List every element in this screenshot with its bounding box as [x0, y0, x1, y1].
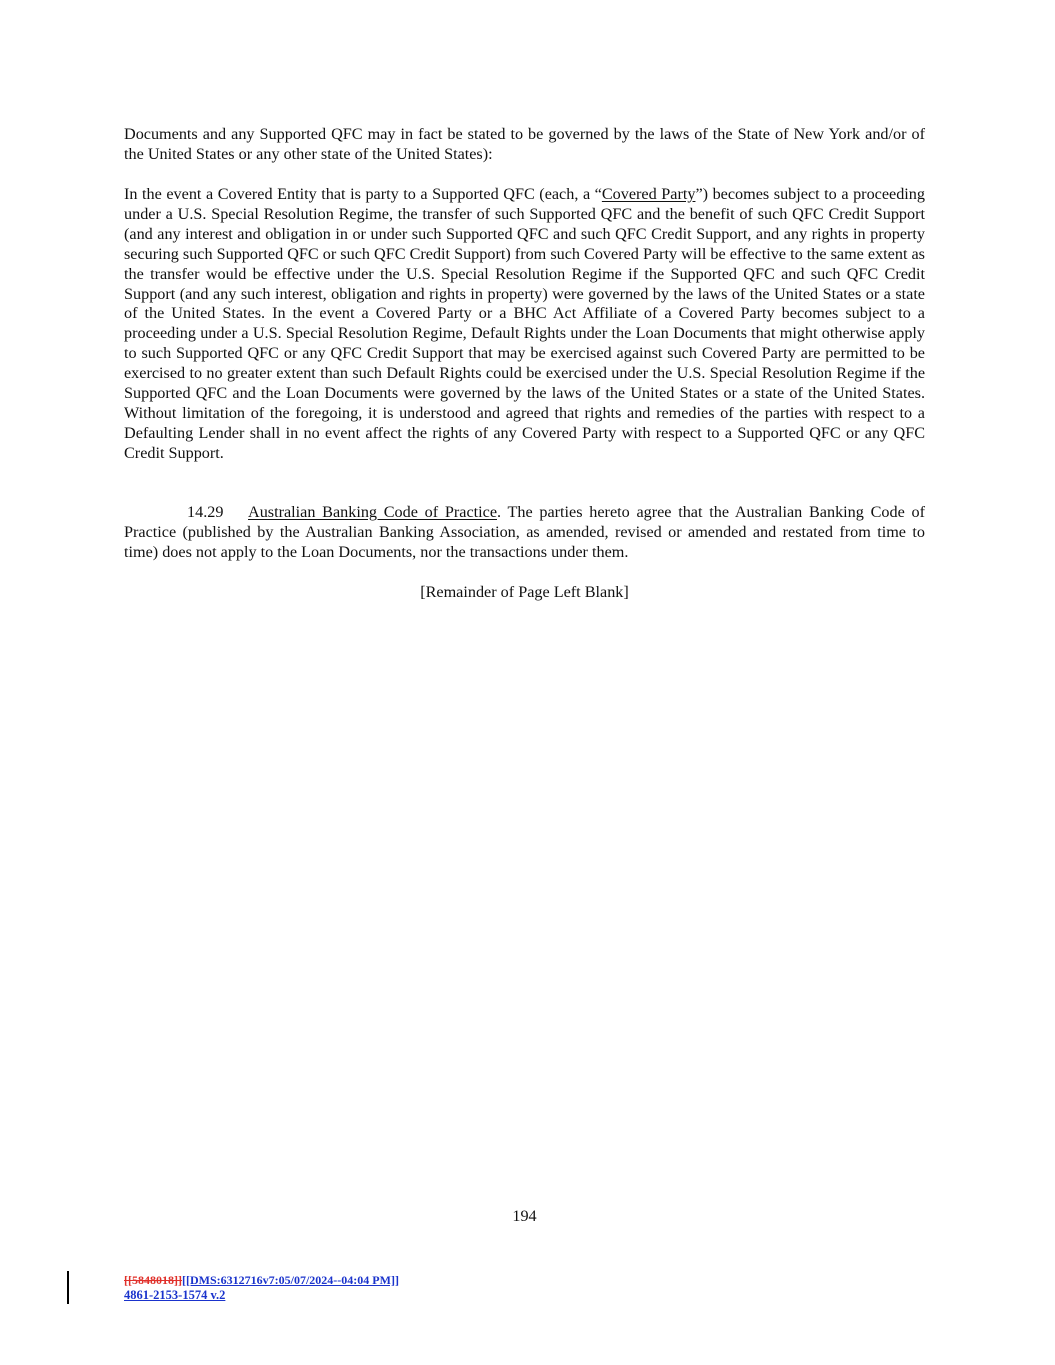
footer-line-refs: [124, 1273, 399, 1288]
paragraph-covered-party: [124, 185, 925, 464]
section-title: Australian Banking Code of Practice: [248, 503, 497, 521]
defined-term-covered-party: Covered Party: [601, 185, 696, 203]
section-14-29: [124, 503, 925, 563]
document-footer: [124, 1273, 399, 1303]
revision-change-bar: [67, 1271, 69, 1304]
section-text: . The parties hereto agree that the Australian Banking Code of Practice (published by the Australian Banking Association, as amended, revised or amended and restated from time to time) does not apply to the Loan Documents, nor the transactions under them.: [124, 503, 925, 561]
paragraph-governing-law-continuation: [124, 125, 925, 165]
paragraph-text-lead: In the event a Covered Entity that is party to a Supported QFC (each, a “: [124, 185, 602, 203]
paragraph-text: Documents and any Supported QFC may in fact be stated to be governed by the laws of the State of New York and/or of the United States or any other state of the United States):: [124, 125, 925, 163]
page-number: 194: [512, 1207, 537, 1225]
section-number: 14.29: [187, 503, 224, 521]
remainder-note: [Remainder of Page Left Blank]: [420, 583, 629, 601]
footer-doc-id: 4861-2153-1574 v.2: [124, 1288, 226, 1302]
footer-inserted-ref: [[DMS:6312716v7:05/07/2024--04:04 PM]]: [181, 1273, 399, 1287]
paragraph-text-rest: ”) becomes subject to a proceeding under a U.S. Special Resolution Regime, the transfer of such Supported QFC and the benefit of such QFC Credit Support (and any interest and obligation in or under such Supported QFC and such QFC Credit Support, and any rights in property securing such Supported QFC or such QFC Credit Support) from such Covered Party will be effective to the same extent as the transfer would be effective under the U.S. Special Resolution Regime if the Supported QFC and such QFC Credit Support (and any such interest, obligation and rights in property) were governed by the laws of the United States or a state of the United States. In the event a Covered Party or a BHC Act Affiliate of a Covered Party becomes subject to a proceeding under a U.S. Special Resolution Regime, Default Rights under the Loan Documents that might otherwise apply to such Supported QFC or any QFC Credit Support that may be exercised against such Covered Party are permitted to be exercised to no greater extent than such Default Rights could be exercised under the U.S. Special Resolution Regime if the Supported QFC and the Loan Documents were governed by the laws of the United States or a state of the United States. Without limitation of the foregoing, it is understood and agreed that rights and remedies of the parties with respect to a Defaulting Lender shall in no event affect the rights of any Covered Party with respect to a Supported QFC or any QFC Credit Support.: [124, 185, 925, 462]
footer-deleted-ref: [[5848018]]: [124, 1273, 182, 1287]
